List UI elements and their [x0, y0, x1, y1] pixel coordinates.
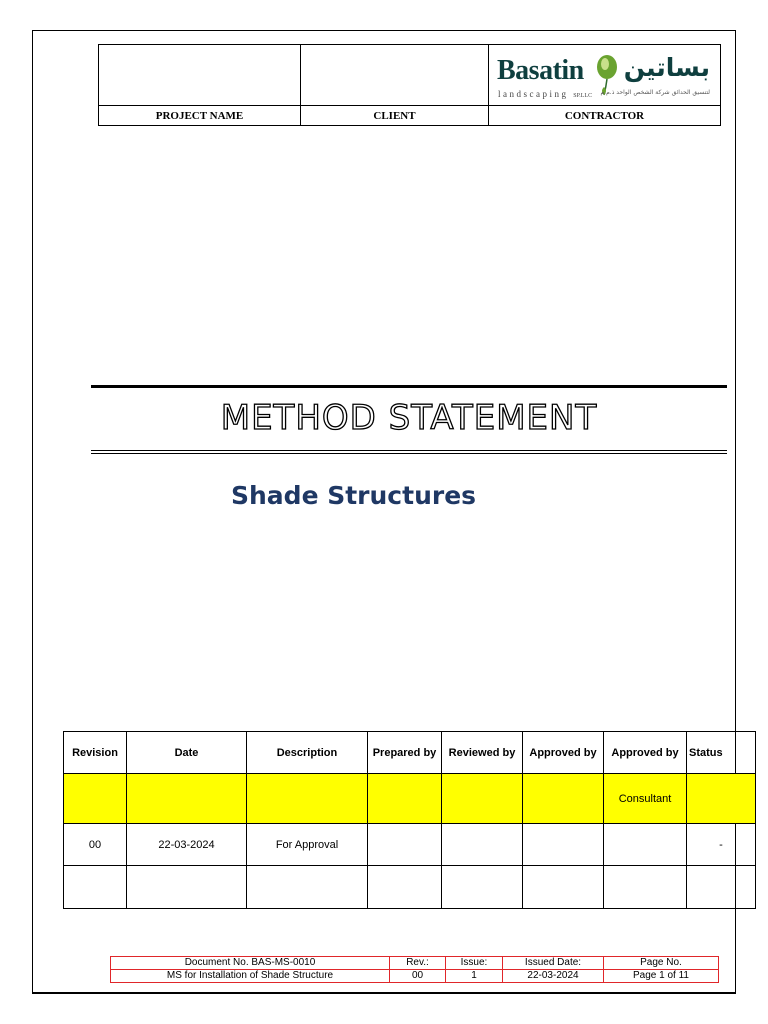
footer-issued-date-label: Issued Date:: [503, 957, 604, 970]
table-cell: For Approval: [247, 824, 368, 866]
table-cell: [247, 866, 368, 909]
footer-rev-label: Rev.:: [390, 957, 446, 970]
footer-issue-value: 1: [446, 970, 503, 983]
footer-issued-date-value: 22-03-2024: [503, 970, 604, 983]
col-header-prepared-by: Prepared by: [368, 732, 442, 774]
table-cell: [368, 774, 442, 824]
table-cell: [64, 774, 127, 824]
footer-issue-label: Issue:: [446, 957, 503, 970]
contractor-logo-cell: [489, 45, 721, 106]
table-cell: [523, 824, 604, 866]
col-header-approved-by: Approved by: [523, 732, 604, 774]
table-cell: [442, 774, 523, 824]
table-cell: [442, 824, 523, 866]
footer-page-no-label: Page No.: [604, 957, 719, 970]
footer-rev-value: 00: [390, 970, 446, 983]
basatin-logo: [489, 45, 720, 105]
table-cell: 00: [64, 824, 127, 866]
table-cell: [523, 866, 604, 909]
project-name-cell: [99, 45, 301, 106]
table-cell: [687, 866, 756, 909]
table-cell: [127, 866, 247, 909]
table-cell: [247, 774, 368, 824]
footer-doc-no: Document No. BAS-MS-0010: [111, 957, 390, 970]
contractor-label: CONTRACTOR: [489, 106, 721, 126]
table-cell: [64, 866, 127, 909]
col-header-reviewed-by: Reviewed by: [442, 732, 523, 774]
table-cell: Consultant: [604, 774, 687, 824]
document-footer: [110, 956, 719, 983]
col-header-description: Description: [247, 732, 368, 774]
title-bottom-rule: [91, 450, 727, 454]
footer-doc-title: MS for Installation of Shade Structure: [111, 970, 390, 983]
table-cell: [604, 824, 687, 866]
logo-name-en: Basatin: [497, 55, 584, 86]
table-cell: [127, 774, 247, 824]
col-header-approved-by-consultant: Approved by: [604, 732, 687, 774]
client-cell: [301, 45, 489, 106]
table-cell: [368, 866, 442, 909]
project-name-label: PROJECT NAME: [99, 106, 301, 126]
logo-name-ar: بساتين: [623, 53, 710, 82]
footer-page-value: Page 1 of 11: [604, 970, 719, 983]
document-subtitle: Shade Structures: [231, 481, 477, 510]
table-cell: -: [687, 824, 756, 866]
logo-subline-ar: لتنسيق الحدائق شركة الشخص الواحد ذ.م.م: [600, 89, 710, 96]
client-label: CLIENT: [301, 106, 489, 126]
revision-header-row: [64, 732, 756, 774]
revision-table: [63, 731, 756, 909]
table-row: [64, 774, 756, 824]
logo-tagline-suffix: SP.LLC: [573, 93, 593, 99]
header-table: [98, 44, 721, 126]
table-cell: [368, 824, 442, 866]
table-cell: 22-03-2024: [127, 824, 247, 866]
table-row: [64, 824, 756, 866]
logo-tagline: landscaping: [498, 89, 569, 99]
col-header-status: Status: [687, 732, 756, 774]
table-cell: [523, 774, 604, 824]
table-cell: [604, 866, 687, 909]
title-top-rule: [91, 385, 727, 388]
col-header-date: Date: [127, 732, 247, 774]
document-title: METHOD STATEMENT: [220, 398, 598, 438]
table-row: [64, 866, 756, 909]
table-cell: [687, 774, 756, 824]
table-cell: [442, 866, 523, 909]
col-header-revision: Revision: [64, 732, 127, 774]
